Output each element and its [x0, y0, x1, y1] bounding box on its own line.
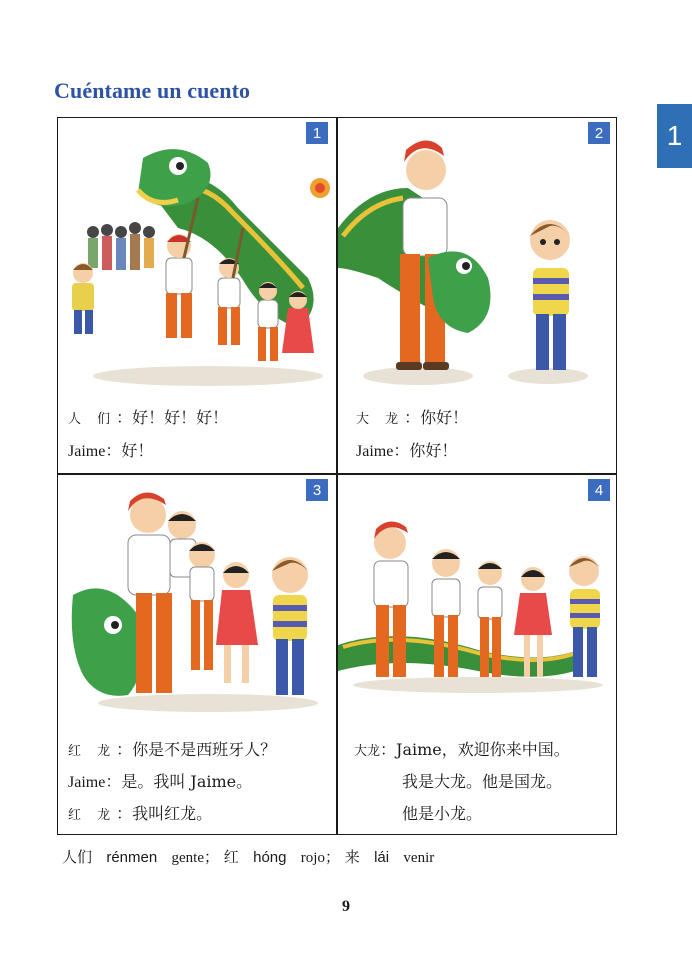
- page-number: 9: [342, 898, 350, 915]
- comic-panel-1: [58, 118, 336, 473]
- vocab-spanish: gente: [171, 850, 204, 866]
- dialogue-line: [68, 737, 276, 760]
- dialogue-line: [354, 737, 570, 760]
- dialogue-line: [356, 438, 457, 461]
- dialogue-text: 好！: [121, 441, 154, 460]
- comic-panel-2: [338, 118, 617, 473]
- panel-number-badge: [306, 479, 328, 501]
- separator: ；: [203, 848, 219, 866]
- vocabulary-list: [62, 846, 434, 867]
- panel-number: 4: [594, 481, 604, 499]
- dialogue-line: [356, 405, 468, 428]
- comic-grid: [57, 117, 617, 835]
- vocab-spanish: venir: [403, 850, 435, 866]
- speaker-name: 人 们: [68, 412, 117, 427]
- dialogue-line: [402, 769, 562, 792]
- speaker-name: Jaime: [68, 774, 106, 791]
- dialogue-text: 是。我叫 Jaime。: [121, 772, 253, 791]
- vocab-spanish: rojo: [300, 850, 325, 866]
- colon: ：: [393, 441, 410, 460]
- dialogue-text: 我是大龙。他是国龙。: [402, 772, 563, 791]
- speaker-name: Jaime: [356, 443, 394, 460]
- speaker-name: 大龙: [354, 744, 381, 759]
- vocab-hanzi: 人们: [62, 848, 93, 866]
- dialogue-line: [402, 801, 482, 824]
- panel-number: 2: [594, 124, 604, 142]
- dialogue-text: 你好！: [420, 408, 469, 427]
- panel-number-badge: [306, 122, 328, 144]
- dialogue-text: 我叫红龙。: [132, 804, 213, 823]
- dialogue-line: [68, 438, 153, 461]
- colon: ：: [105, 772, 122, 791]
- comic-panel-4: [338, 475, 617, 834]
- dialogue-line: [68, 405, 228, 428]
- dialogue-text: 你是不是西班牙人？: [132, 740, 277, 759]
- vocab-pinyin: lái: [374, 849, 390, 866]
- dialogue-text: 你好！: [409, 441, 458, 460]
- dialogue-text: Jaime，欢迎你来中国。: [396, 740, 570, 759]
- panel-number-badge: [588, 479, 610, 501]
- speaker-name: Jaime: [68, 443, 106, 460]
- colon: ：: [380, 740, 397, 759]
- dialogue-line: [68, 801, 212, 824]
- vocab-pinyin: rénmen: [106, 849, 158, 866]
- separator: ；: [324, 848, 340, 866]
- speaker-name: 大 龙: [356, 412, 405, 427]
- dialogue-line: [68, 769, 252, 792]
- colon: ：: [116, 408, 133, 427]
- comic-panel-3: [58, 475, 336, 834]
- big-dragon-greeting-illustration: [338, 118, 617, 398]
- dragon-dance-illustration: [58, 118, 336, 398]
- chapter-number: 1: [666, 120, 683, 151]
- page-title: Cuéntame un cuento: [54, 78, 251, 103]
- speaker-name: 红 龙: [68, 744, 117, 759]
- panel-number-badge: [588, 122, 610, 144]
- panel-number: 1: [312, 124, 322, 142]
- vocab-hanzi: 红: [223, 848, 239, 866]
- colon: ：: [404, 408, 421, 427]
- panel-number: 3: [312, 481, 322, 499]
- red-dragon-asks-illustration: [58, 475, 336, 725]
- vocab-hanzi: 来: [344, 848, 360, 866]
- introductions-illustration: [338, 475, 617, 725]
- colon: ：: [116, 740, 133, 759]
- colon: ：: [116, 804, 133, 823]
- speaker-name: 红 龙: [68, 808, 117, 823]
- chapter-tab: [657, 104, 692, 168]
- dialogue-text: 他是小龙。: [402, 804, 483, 823]
- vocab-pinyin: hóng: [253, 849, 287, 866]
- colon: ：: [105, 441, 122, 460]
- dialogue-text: 好！好！好！: [132, 408, 229, 427]
